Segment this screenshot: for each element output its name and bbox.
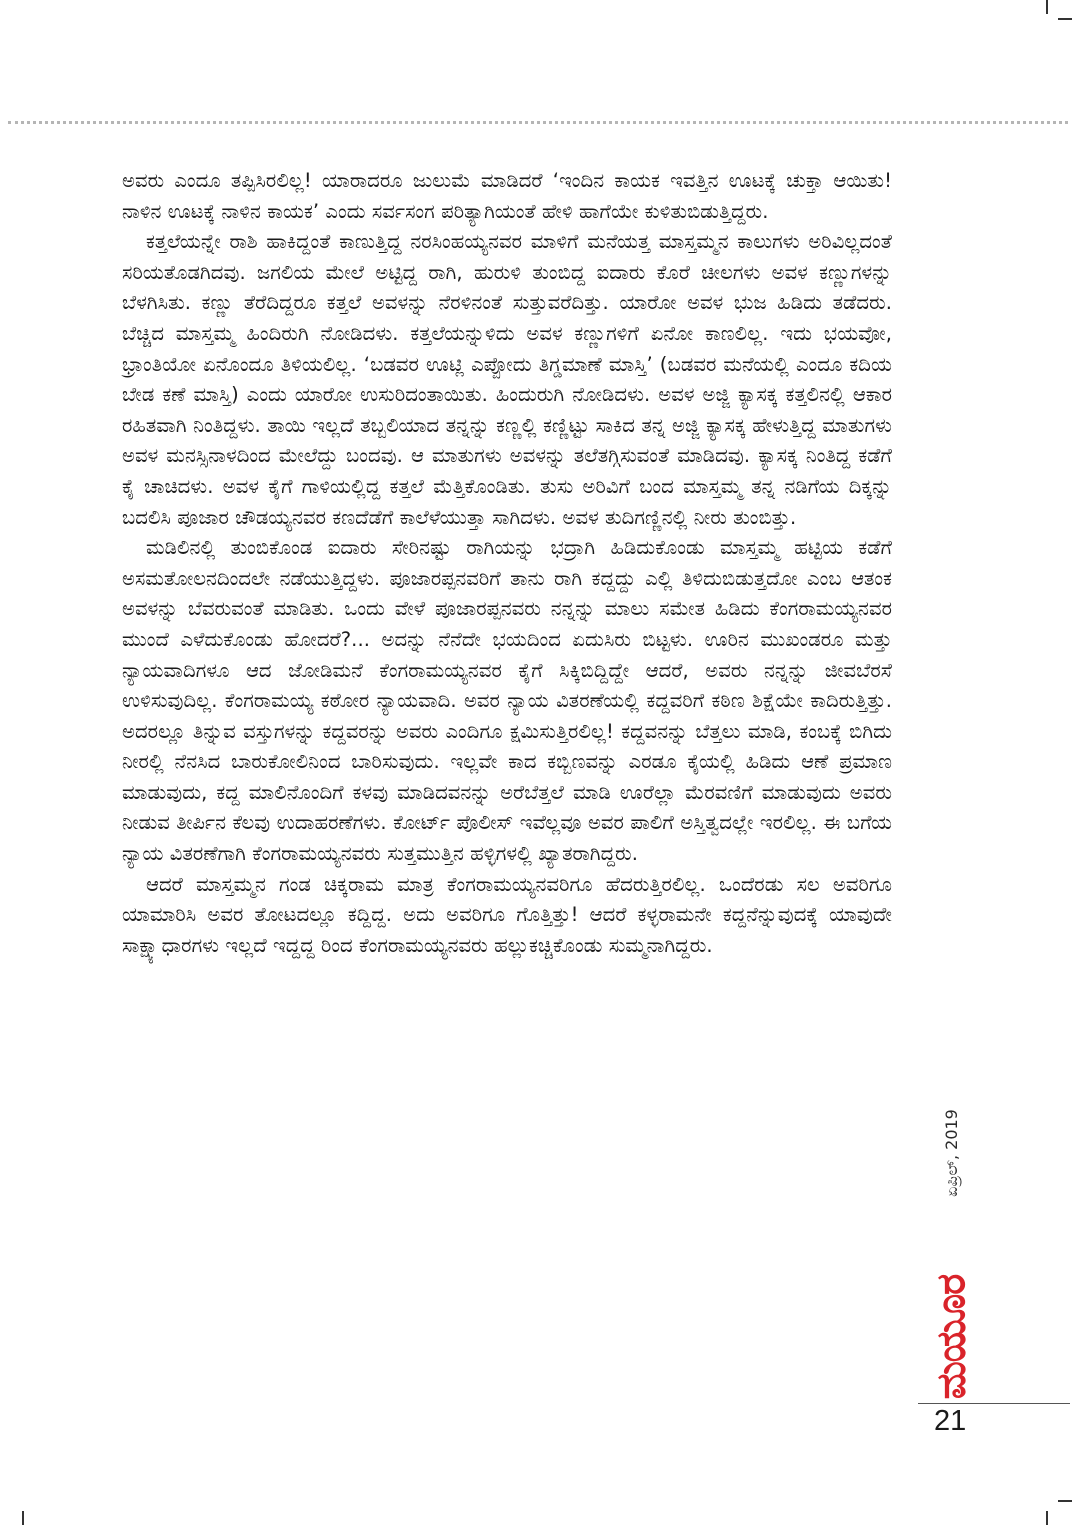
header-dotted-rule: [8, 121, 1068, 124]
page-number: 21: [934, 1405, 967, 1437]
crop-mark: [1058, 18, 1072, 20]
crop-mark: [1046, 1511, 1048, 1525]
issue-date-text: ಏಪ್ರಿಲ್, 2019: [942, 1109, 962, 1197]
magazine-masthead: [918, 1274, 984, 1400]
paragraph: ಆದರೆ ಮಾಸ್ತಮ್ಮನ ಗಂಡ ಚಿಕ್ಕರಾಮ ಮಾತ್ರ ಕೆಂಗರಾಮಯ್ಯನವರಿಗೂ ಹೆದರುತ್ತಿರಲಿಲ್ಲ. ಒಂದೆರಡು ಸಲ ಅವರಿಗೂ ಯಾಮಾರಿಸಿ ಅವರ ತೋಟದಲ್ಲೂ ಕದ್ದಿದ್ದ. ಅದು ಅವರಿಗೂ ಗೊತ್ತಿತ್ತು! ಆದರೆ ಕಳ್ಳರಾಮನೇ ಕದ್ದನೆನ್ನುವುದಕ್ಕೆ ಯಾವುದೇ ಸಾಕ್ಷ್ಯಾಧಾರಗಳು ಇಲ್ಲದೆ ಇದ್ದದ್ದ ರಿಂದ ಕೆಂಗರಾಮಯ್ಯನವರು ಹಲ್ಲುಕಚ್ಚಿಕೊಂಡು ಸುಮ್ಮನಾಗಿದ್ದರು.: [122, 872, 892, 957]
paragraph: ಅವರು ಎಂದೂ ತಪ್ಪಿಸಿರಲಿಲ್ಲ! ಯಾರಾದರೂ ಜುಲುಮೆ ಮಾಡಿದರೆ ‘ಇಂದಿನ ಕಾಯಕ ಇವತ್ತಿನ ಊಟಕ್ಕೆ ಚುಕ್ತಾ ಆಯಿತು! ನಾಳಿನ ಊಟಕ್ಕೆ ನಾಳಿನ ಕಾಯಕ’ ಎಂದು ಸರ್ವಸಂಗ ಪರಿತ್ಯಾಗಿಯಂತೆ ಹೇಳಿ ಹಾಗೆಯೇ ಕುಳಿತುಬಿಡುತ್ತಿದ್ದರು.: [122, 169, 892, 223]
issue-date: [934, 1109, 970, 1197]
paragraph: ಕತ್ತಲೆಯನ್ನೇ ರಾಶಿ ಹಾಕಿದ್ದಂತೆ ಕಾಣುತ್ತಿದ್ದ ನರಸಿಂಹಯ್ಯನವರ ಮಾಳಿಗೆ ಮನೆಯತ್ತ ಮಾಸ್ತಮ್ಮನ ಕಾಲುಗಳು ಅರಿವಿಲ್ಲದಂತೆ ಸರಿಯತೊಡಗಿದವು. ಜಗಲಿಯ ಮೇಲೆ ಅಟ್ಟಿದ್ದ ರಾಗಿ, ಹುರುಳಿ ತುಂಬಿದ್ದ ಐದಾರು ಕೊರೆ ಚೀಲಗಳು ಅವಳ ಕಣ್ಣುಗಳನ್ನು ಬೆಳಗಿಸಿತು. ಕಣ್ಣು ತೆರೆದಿದ್ದರೂ ಕತ್ತಲೆ ಅವಳನ್ನು ನೆರಳಿನಂತೆ ಸುತ್ತುವರೆದಿತ್ತು. ಯಾರೋ ಅವಳ ಭುಜ ಹಿಡಿದು ತಡೆದರು. ಬೆಚ್ಚಿದ ಮಾಸ್ತಮ್ಮ ಹಿಂದಿರುಗಿ ನೋಡಿದಳು. ಕತ್ತಲೆಯನ್ನುಳಿದು ಅವಳ ಕಣ್ಣುಗಳಿಗೆ ಏನೋ ಕಾಣಲಿಲ್ಲ. ಇದು ಭಯವೋ, ಭ್ರಾಂತಿಯೋ ಏನೊಂದೂ ತಿಳಿಯಲಿಲ್ಲ. ‘ಬಡವರ ಊಟ್ಲಿ ಎಪ್ಪೋದು ತಿಗ್ಡಮಾಣೆ ಮಾಸ್ತಿ’ (ಬಡವರ ಮನೆಯಲ್ಲಿ ಎಂದೂ ಕದಿಯ ಬೇಡ ಕಣೆ ಮಾಸ್ತಿ) ಎಂದು ಯಾರೋ ಉಸುರಿದಂತಾಯಿತು. ಹಿಂದುರುಗಿ ನೋಡಿದಳು. ಅವಳ ಅಜ್ಜಿ ಕ್ಯಾಸಕ್ಕ ಕತ್ತಲಿನಲ್ಲಿ ಆಕಾರ ರಹಿತವಾಗಿ ನಿಂತಿದ್ದಳು. ತಾಯಿ ಇಲ್ಲದೆ ತಬ್ಬಲಿಯಾದ ತನ್ನನ್ನು ಕಣ್ಣಲ್ಲಿ ಕಣ್ಣಿಟ್ಟು ಸಾಕಿದ ತನ್ನ ಅಜ್ಜಿ ಕ್ಯಾಸಕ್ಕ ಹೇಳುತ್ತಿದ್ದ ಮಾತುಗಳು ಅವಳ ಮನಸ್ಸಿನಾಳದಿಂದ ಮೇಲೆದ್ದು ಬಂದವು. ಆ ಮಾತುಗಳು ಅವಳನ್ನು ತಲೆತಗ್ಗಿಸುವಂತೆ ಮಾಡಿದವು. ಕ್ಯಾಸಕ್ಕ ನಿಂತಿದ್ದ ಕಡೆಗೆ ಕೈ ಚಾಚಿದಳು. ಅವಳ ಕೈಗೆ ಗಾಳಿಯಲ್ಲಿದ್ದ ಕತ್ತಲೆ ಮೆತ್ತಿಕೊಂಡಿತು. ತುಸು ಅರಿವಿಗೆ ಬಂದ ಮಾಸ್ತಮ್ಮ ತನ್ನ ನಡಿಗೆಯ ದಿಕ್ಕನ್ನು ಬದಲಿಸಿ ಪೂಜಾರ ಚೌಡಯ್ಯನವರ ಕಣದೆಡೆಗೆ ಕಾಲೆಳೆಯುತ್ತಾ ಸಾಗಿದಳು. ಅವಳ ತುದಿಗಣ್ಣಿನಲ್ಲಿ ನೀರು ತುಂಬಿತ್ತು.: [122, 230, 892, 529]
masthead-logo-text: ಮಯೂರ: [928, 1274, 974, 1400]
crop-mark: [22, 1511, 24, 1525]
crop-mark: [1046, 0, 1048, 14]
crop-mark: [1058, 1500, 1072, 1502]
article-body: [122, 166, 892, 961]
paragraph: ಮಡಿಲಿನಲ್ಲಿ ತುಂಬಿಕೊಂಡ ಐದಾರು ಸೇರಿನಷ್ಟು ರಾಗಿಯನ್ನು ಭದ್ರಾಗಿ ಹಿಡಿದುಕೊಂಡು ಮಾಸ್ತಮ್ಮ ಹಟ್ಟಿಯ ಕಡೆಗೆ ಅಸಮತೋಲನದಿಂದಲೇ ನಡೆಯುತ್ತಿದ್ದಳು. ಪೂಜಾರಪ್ಪನವರಿಗೆ ತಾನು ರಾಗಿ ಕದ್ದದ್ದು ಎಲ್ಲಿ ತಿಳಿದುಬಿಡುತ್ತದೋ ಎಂಬ ಆತಂಕ ಅವಳನ್ನು ಬೆವರುವಂತೆ ಮಾಡಿತು. ಒಂದು ವೇಳೆ ಪೂಜಾರಪ್ಪನವರು ನನ್ನನ್ನು ಮಾಲು ಸಮೇತ ಹಿಡಿದು ಕೆಂಗರಾಮಯ್ಯನವರ ಮುಂದೆ ಎಳೆದುಕೊಂಡು ಹೋದರೆ?... ಅದನ್ನು ನೆನೆದೇ ಭಯದಿಂದ ಏದುಸಿರು ಬಿಟ್ಟಳು. ಊರಿನ ಮುಖಂಡರೂ ಮತ್ತು ನ್ಯಾಯವಾದಿಗಳೂ ಆದ ಜೋಡಿಮನೆ ಕೆಂಗರಾಮಯ್ಯನವರ ಕೈಗೆ ಸಿಕ್ಕಿಬಿದ್ದಿದ್ದೇ ಆದರೆ, ಅವರು ನನ್ನನ್ನು ಜೀವಬೆರಸೆ ಉಳಿಸುವುದಿಲ್ಲ. ಕೆಂಗರಾಮಯ್ಯ ಕಠೋರ ನ್ಯಾಯವಾದಿ. ಅವರ ನ್ಯಾಯ ವಿತರಣೆಯಲ್ಲಿ ಕದ್ದವರಿಗೆ ಕಠಿಣ ಶಿಕ್ಷೆಯೇ ಕಾದಿರುತ್ತಿತ್ತು. ಅದರಲ್ಲೂ ತಿನ್ನುವ ವಸ್ತುಗಳನ್ನು ಕದ್ದವರನ್ನು ಅವರು ಎಂದಿಗೂ ಕ್ಷಮಿಸುತ್ತಿರಲಿಲ್ಲ! ಕದ್ದವನನ್ನು ಬೆತ್ತಲು ಮಾಡಿ, ಕಂಬಕ್ಕೆ ಬಿಗಿದು ನೀರಲ್ಲಿ ನೆನಸಿದ ಬಾರುಕೋಲಿನಿಂದ ಬಾರಿಸುವುದು. ಇಲ್ಲವೇ ಕಾದ ಕಬ್ಬಿಣವನ್ನು ಎರಡೂ ಕೈಯಲ್ಲಿ ಹಿಡಿದು ಆಣೆ ಪ್ರಮಾಣ ಮಾಡುವುದು, ಕದ್ದ ಮಾಲಿನೊಂದಿಗೆ ಕಳವು ಮಾಡಿದವನನ್ನು ಅರೆಬೆತ್ತಲೆ ಮಾಡಿ ಊರೆಲ್ಲಾ ಮೆರವಣಿಗೆ ಮಾಡುವುದು ಅವರು ನೀಡುವ ತೀರ್ಪಿನ ಕೆಲವು ಉದಾಹರಣೆಗಳು. ಕೋರ್ಟ್ ಪೊಲೀಸ್ ಇವೆಲ್ಲವೂ ಅವರ ಪಾಲಿಗೆ ಅಸ್ತಿತ್ವದಲ್ಲೇ ಇರಲಿಲ್ಲ. ಈ ಬಗೆಯ ನ್ಯಾಯ ವಿತರಣೆಗಾಗಿ ಕೆಂಗರಾಮಯ್ಯನವರು ಸುತ್ತಮುತ್ತಿನ ಹಳ್ಳಿಗಳಲ್ಲಿ ಖ್ಯಾತರಾಗಿದ್ದರು.: [122, 536, 892, 866]
